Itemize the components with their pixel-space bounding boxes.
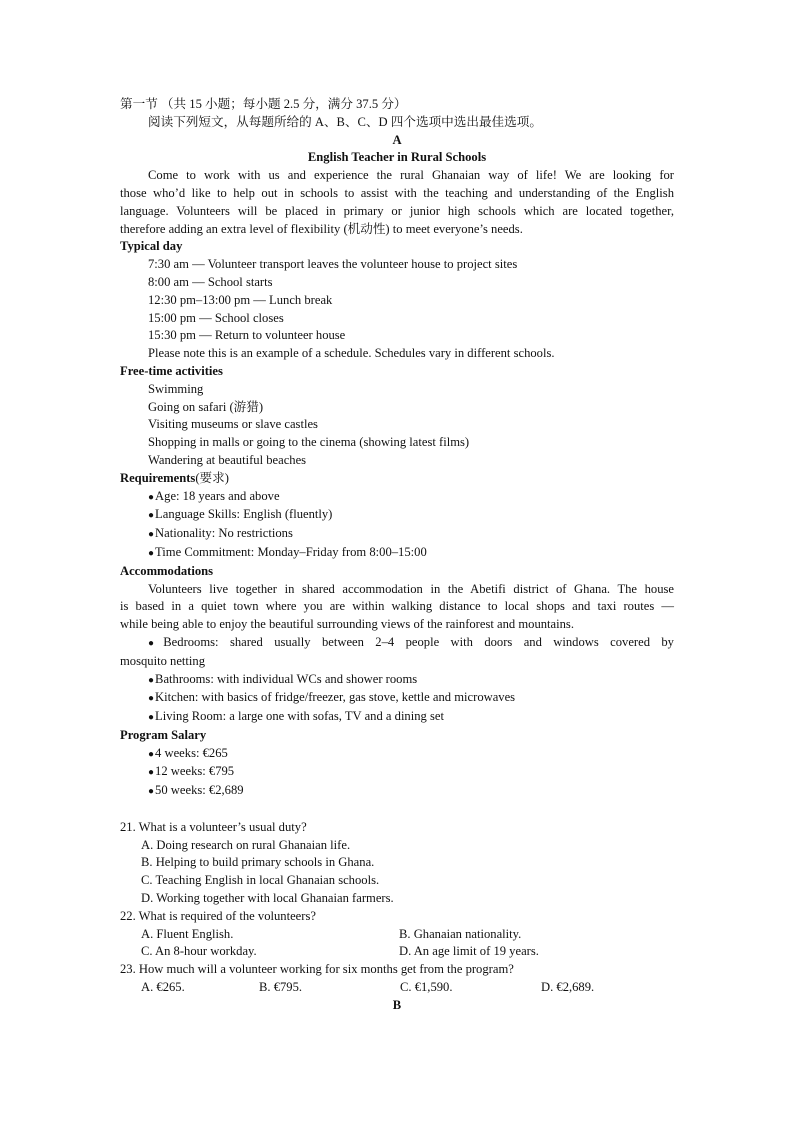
schedule-item: 8:00 am — School starts <box>148 274 273 289</box>
accommodation-item: ● Kitchen: with basics of fridge/freezer, gas stove, kettle and microwaves <box>120 689 674 708</box>
accommodation-item: ● Living Room: a large one with sofas, TV and a dining set <box>120 708 674 727</box>
requirements-heading-cn: (要求) <box>195 470 229 485</box>
section-instruction: 阅读下列短文，从每题所给的 A、B、C、D 四个选项中选出最佳选项。 <box>148 114 542 129</box>
requirements-heading <box>120 470 674 488</box>
accommodations-heading: Accommodations <box>120 563 214 578</box>
question-22-option[interactable]: D. An age limit of 19 years. <box>399 944 539 959</box>
question-21-stem: 21. What is a volunteer’s usual duty? <box>120 819 307 834</box>
question-21-option[interactable]: D. Working together with local Ghanaian farmers. <box>141 891 394 906</box>
activity-item: Swimming <box>148 381 204 396</box>
schedule-note: Please note this is an example of a schedule. Schedules vary in different schools. <box>148 346 555 361</box>
question-23-stem: 23. How much will a volunteer working for six months get from the program? <box>120 962 514 977</box>
intro-line: Come to work with us and experience the rural Ghanaian way of life! We are looking for <box>148 168 674 183</box>
requirement-item: ● Nationality: No restrictions <box>120 525 674 544</box>
next-passage-letter: B <box>392 997 402 1012</box>
question-22-stem: 22. What is required of the volunteers? <box>120 908 316 923</box>
passage-title: English Teacher in Rural Schools <box>307 150 487 165</box>
question-23-option[interactable]: C. €1,590. <box>400 980 453 995</box>
schedule-item: 7:30 am — Volunteer transport leaves the volunteer house to project sites <box>148 257 518 272</box>
salary-item: ● 4 weeks: €265 <box>120 745 674 764</box>
question-21-option[interactable]: A. Doing research on rural Ghanaian life. <box>141 837 351 852</box>
question-21-option[interactable]: C. Teaching English in local Ghanaian schools. <box>141 873 380 888</box>
spacer <box>120 801 674 819</box>
salary-item: ● 12 weeks: €795 <box>120 763 674 782</box>
activity-item: Going on safari (游猎) <box>148 399 264 414</box>
requirements-heading-text: Requirements <box>120 470 196 485</box>
question-23-option[interactable]: A. €265. <box>141 980 185 995</box>
requirement-item: ● Age: 18 years and above <box>120 488 674 507</box>
accommodations-line: while being able to enjoy the beautiful surrounding views of the rainforest and mountains. <box>120 617 574 632</box>
question-22-option[interactable]: C. An 8-hour workday. <box>141 944 257 959</box>
accommodations-line: is based in a quiet town where you are within walking distance to local shops and taxi routes — <box>120 599 674 614</box>
intro-line: those who’d like to help out in schools to assist with the teaching and understanding of the English <box>120 185 674 200</box>
schedule-item: 15:30 pm — Return to volunteer house <box>148 328 346 343</box>
typical-day-heading: Typical day <box>120 239 183 254</box>
requirement-item: ● Language Skills: English (fluently) <box>120 506 674 525</box>
free-time-heading: Free-time activities <box>120 363 223 378</box>
activity-item: Shopping in malls or going to the cinema (showing latest films) <box>148 435 470 450</box>
activity-item: Wandering at beautiful beaches <box>148 452 307 467</box>
question-23-option[interactable]: D. €2,689. <box>541 980 595 995</box>
question-22-options-row <box>120 943 674 961</box>
salary-item: ● 50 weeks: €2,689 <box>120 782 674 801</box>
accommodations-line: Volunteers live together in shared accommodation in the Abetifi district of Ghana. The house <box>148 581 674 596</box>
accommodation-item: ● Bathrooms: with individual WCs and shower rooms <box>120 671 674 690</box>
question-22-option[interactable]: B. Ghanaian nationality. <box>399 926 522 941</box>
exam-page <box>120 96 674 1015</box>
requirement-item: ● Time Commitment: Monday–Friday from 8:00–15:00 <box>120 544 674 563</box>
intro-line: language. Volunteers will be placed in primary or junior high schools which are located together, <box>120 203 674 218</box>
passage-letter: A <box>392 132 402 147</box>
question-23-options-row <box>120 979 674 997</box>
schedule-item: 15:00 pm — School closes <box>148 310 284 325</box>
bedrooms-item: ● Bedrooms: shared usually between 2–4 people with doors and windows covered by <box>120 634 674 653</box>
question-22-options-row <box>120 926 674 944</box>
question-22-option[interactable]: A. Fluent English. <box>141 926 234 941</box>
question-21-option[interactable]: B. Helping to build primary schools in Ghana. <box>141 855 375 870</box>
intro-line: therefore adding an extra level of flexibility (机动性) to meet everyone’s needs. <box>120 221 523 236</box>
question-23-option[interactable]: B. €795. <box>259 980 303 995</box>
section-header: 第一节 （共 15 小题；每小题 2.5 分，满分 37.5 分） <box>120 97 407 111</box>
schedule-item: 12:30 pm–13:00 pm — Lunch break <box>148 292 333 307</box>
activity-item: Visiting museums or slave castles <box>148 417 318 432</box>
bedrooms-item-cont: mosquito netting <box>120 653 206 668</box>
salary-heading: Program Salary <box>120 727 207 742</box>
